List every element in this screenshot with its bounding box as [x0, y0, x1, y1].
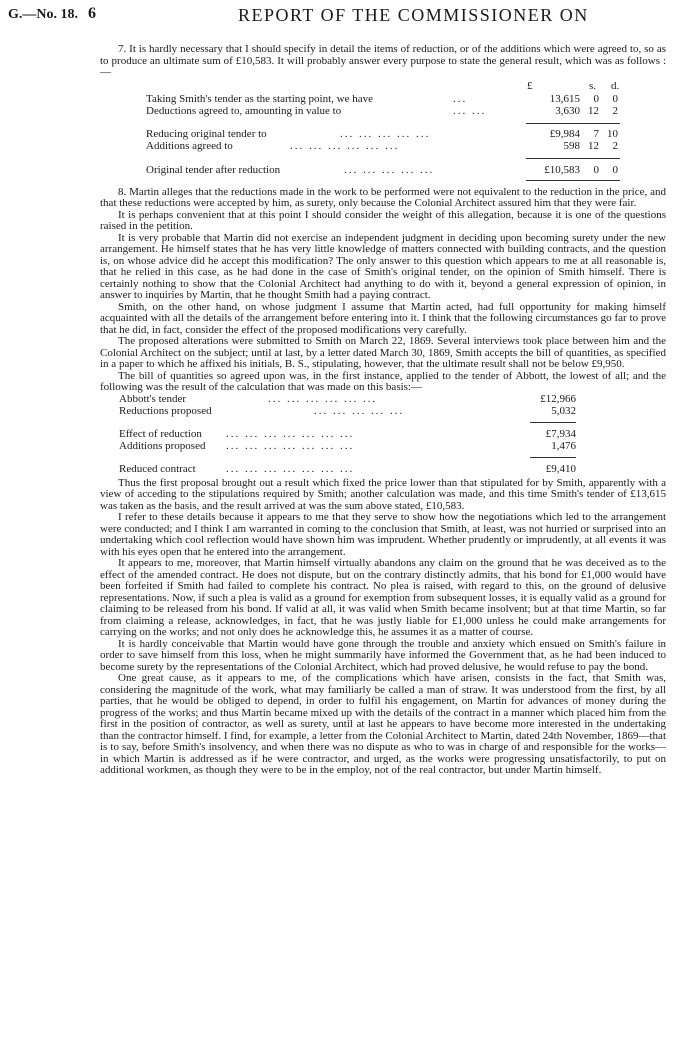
sum-rule	[530, 422, 576, 423]
row-label: Reducing original tender to	[146, 127, 267, 140]
table-row	[100, 106, 666, 118]
row-leader: ...	[453, 92, 468, 105]
row-leader: ... ... ... ... ...	[344, 163, 435, 176]
row-pence: 10	[607, 127, 618, 140]
row-shillings: 7	[593, 127, 599, 140]
paragraph-7: 7. It is hardly necessary that I should specify in detail the items of reduction, or of the additions which were agreed to, so as to produce an ultimate sum of £10,583. It will probably answer every purpose to state the general result, which was as follows :—	[100, 43, 666, 78]
reduction-table	[100, 81, 666, 209]
row-pence: 2	[612, 139, 618, 152]
paragraph: Smith, on the other hand, on whose judgment I assume that Martin acted, had full opportunity for making himself acquainted with all the details of the arrangement before entering into it. I think that the following circumstances go far to prove that he did, in fact, consider the effect of the proposed modifications very carefully.	[100, 300, 666, 336]
paragraph: The bill of quantities so agreed upon was, in the first instance, applied to the tender of Abbott, the lowest of all; and the following was the result of the calculation that was made on this basis:—	[100, 369, 666, 393]
row-leader: ... ... ... ... ... ...	[268, 392, 378, 405]
paragraph: Thus the first proposal brought out a result which fixed the price lower than that stipulated for by Smith, apparently with a view of acceding to the stipulations required by Smith; another calculation was made, and this time Smith's tender of £13,615 was taken as the basis, and the result arrived at was the sum above stated, £10,583.	[100, 476, 666, 512]
row-label: Reduced contract	[119, 462, 196, 475]
page-header	[6, 4, 694, 28]
table-row	[100, 394, 666, 406]
paragraph: I refer to these details because it appears to me that they serve to show how the negotiations which led to the arrangement were conducted; and I think I am warranted in coming to the conclusion that Smith, at least, was not hurried or surprised into an undertaking which cool reflection would have shown him was imprudent. Whether prudently or imprudently, at all events it was with his eyes open that he entered into the arrangement.	[100, 511, 666, 558]
row-leader: ... ...	[453, 104, 487, 117]
table-row	[100, 94, 666, 106]
table-row	[100, 406, 666, 418]
row-pounds: 13,615	[549, 92, 580, 105]
row-label: Effect of reduction	[119, 427, 202, 440]
sum-rule	[530, 457, 576, 458]
row-leader: ... ... ... ... ... ... ...	[226, 427, 355, 440]
row-label: Abbott's tender	[119, 392, 187, 405]
row-value: 1,476	[551, 439, 576, 452]
sum-rule	[526, 123, 620, 124]
running-title: REPORT OF THE COMMISSIONER ON	[238, 5, 589, 25]
table-row	[100, 464, 666, 476]
page-number: 6	[88, 5, 96, 22]
paragraph: It is hardly conceivable that Martin would have gone through the trouble and anxiety which ensued on Smith's failure in order to save himself from this loss, when he might summarily have informed the Government that, as he had been induced to become surety by the representations of the Colonial Architect, which had proved delusive, he would refuse to pay the bond.	[100, 637, 666, 673]
paragraph: It is very probable that Martin did not exercise an independent judgment in deciding upon becoming surety under the new arrangement. He himself states that he has very little knowledge of matters connected with building contracts, and the question is, on whose advice did he accept this modification? The only answer to this question which appears to me at all reasonable is, that he relied in this case, as he had done in the case of Smith's original tender, on the opinion of Smith himself. There is certainly nothing to show that the Colonial Architect had anything to do with it, beyond a general expression of opinion, in answer to inquiries by Martin, that he thought Smith had a paying contract.	[100, 231, 666, 301]
row-value: 5,032	[551, 404, 576, 417]
row-pounds: 598	[563, 139, 580, 152]
row-label: Taking Smith's tender as the starting point, we have	[146, 92, 373, 105]
table-row	[100, 129, 666, 141]
row-pounds: 3,630	[555, 104, 580, 117]
table-row	[100, 165, 666, 177]
row-value: £12,966	[540, 392, 576, 405]
row-label: Original tender after reduction	[146, 163, 281, 176]
sum-rule	[526, 180, 620, 181]
table-row	[100, 441, 666, 453]
row-leader: ... ... ... ... ...	[340, 127, 431, 140]
table-row	[100, 141, 666, 153]
paragraph: It appears to me, moreover, that Martin himself virtually abandons any claim on the ground that he was deceived as to the effect of the amended contract. He does not dispute, but on the contrary distinctly admits, that his bond for £1,000 would have been forfeited if Smith had failed to complete his contract. No plea is raised, with regard to this, on the ground of delusive representations. Now, if such a plea is valid as a ground for exemption from subsequent losses, it is equally valid as a ground for claiming to be released from his bond. If valid at all, it was valid when Smith became insolvent; but at that time Martin, so far from claiming a release, acknowledges, in fact, that he was justly liable for £1,000 unless he could make arrangements for carrying on the works; and not only does he acknowledge this, he assumes it as a matter of course.	[100, 557, 666, 638]
row-shillings: 12	[588, 139, 599, 152]
paper-reference: G.—No. 18.	[8, 7, 78, 22]
row-label: Reductions proposed	[119, 404, 212, 417]
row-leader: ... ... ... ... ... ...	[290, 139, 400, 152]
row-pounds: £10,583	[544, 163, 580, 176]
paragraph: It is perhaps convenient that at this point I should consider the weight of this allegation, because it is one of the questions raised in the petition.	[100, 208, 666, 232]
row-shillings: 12	[588, 104, 599, 117]
paragraph: One great cause, as it appears to me, of the complications which have arisen, consists in the fact, that Smith was, considering the magnitude of the work, what may familiarly be called a man of straw. It was understood from the first, by all parties, that he would be obliged to depend, in order to fulfil his engagement, on Martin for advances of money during the progress of the works; and thus Martin became mixed up with the details of the contract in a manner which placed him from the first in the position of contractor, as well as surety, until at last he appears to have become more interested in the undertaking than the contractor himself. I find, for example, a letter from the Colonial Architect to Martin, dated 24th November, 1869—that is to say, before Smith's insolvency, and when there was no dispute as who to was in charge of and responsible for the works—in which Martin is addressed as if he were contractor, and urged, as the works were progressing unsatisfactorily, to put on additional workmen, as though they were to be in the employ, not of the real contractor, but under Martin himself.	[100, 672, 666, 776]
row-leader: ... ... ... ... ... ... ...	[226, 462, 355, 475]
row-pounds: £9,984	[549, 127, 580, 140]
row-value: £7,934	[545, 427, 576, 440]
row-label: Additions agreed to	[146, 139, 233, 152]
row-pence: 2	[612, 104, 618, 117]
pence-header: d.	[611, 79, 620, 92]
row-label: Additions proposed	[119, 439, 206, 452]
row-shillings: 0	[593, 92, 599, 105]
pounds-header: £	[527, 79, 533, 92]
abbott-table	[100, 394, 666, 478]
table-row	[100, 429, 666, 441]
row-shillings: 0	[593, 163, 599, 176]
paragraph-8: 8. Martin alleges that the reductions made in the work to be performed were not equivalent to the reduction in the price, and that these reductions were accepted by him, as surety, only because the Colonial Architect assured him that they were fair.	[100, 185, 666, 209]
shillings-header: s.	[589, 79, 597, 92]
row-pence: 0	[612, 163, 618, 176]
report-body	[100, 44, 666, 777]
row-value: £9,410	[545, 462, 576, 475]
row-label: Deductions agreed to, amounting in value to	[146, 104, 342, 117]
paragraph: The proposed alterations were submitted to Smith on March 22, 1869. Several interviews took place between him and the Colonial Architect on the subject; until at last, by a letter dated March 30, 1869, Smith accepts the bill of quantities, as specified in a paper to which he affixed his initials, B. S., stipulating, however, that the ultimate result shall not be below £9,950.	[100, 335, 666, 370]
row-leader: ... ... ... ... ...	[314, 404, 405, 417]
row-leader: ... ... ... ... ... ... ...	[226, 439, 355, 452]
row-pence: 0	[612, 92, 618, 105]
sum-rule	[526, 158, 620, 159]
